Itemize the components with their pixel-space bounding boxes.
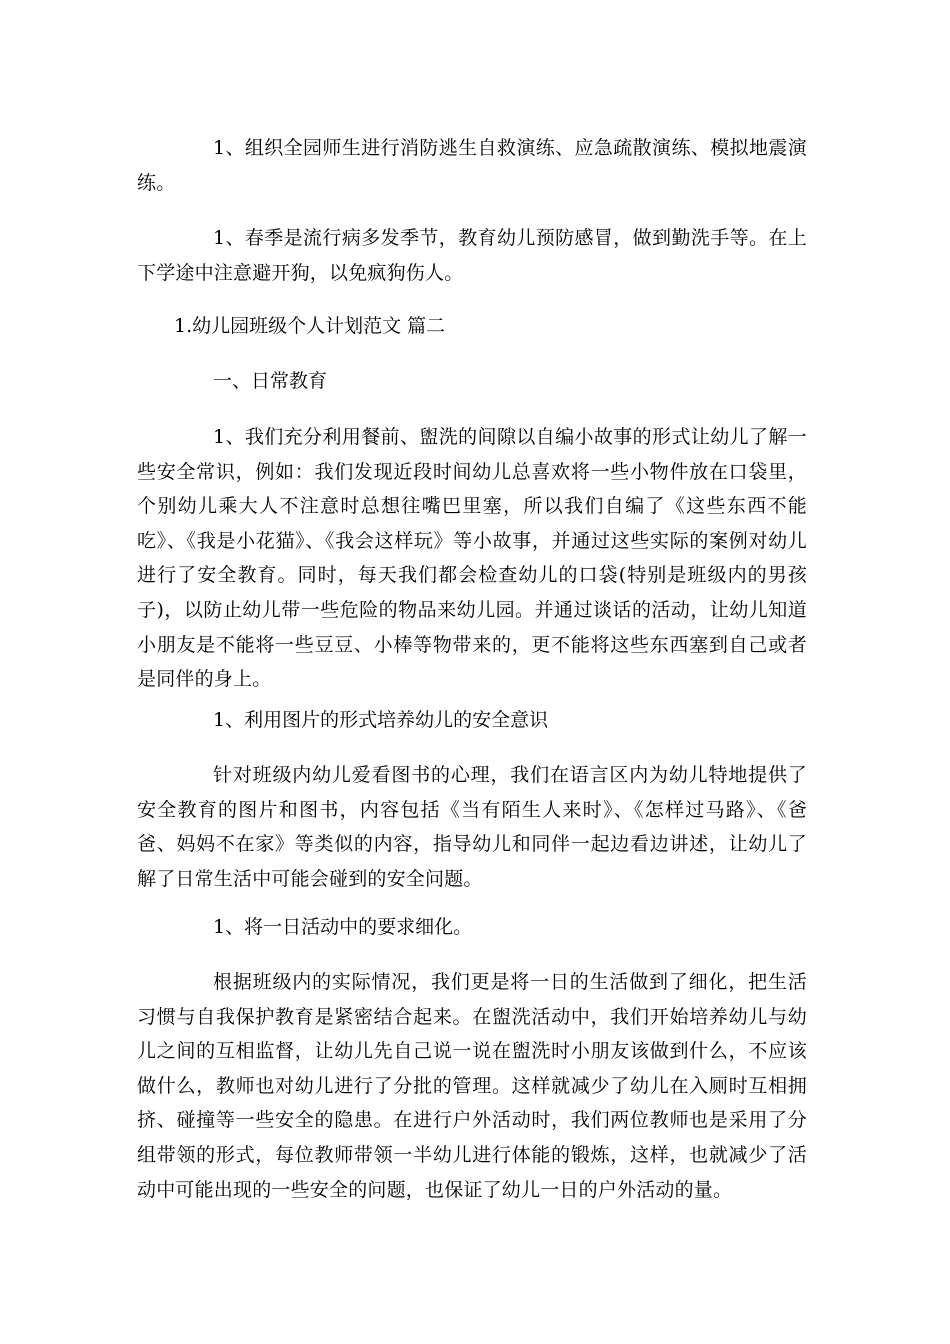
subsection-heading-pictures: 1、利用图片的形式培养幼儿的安全意识 <box>213 709 549 731</box>
paragraph-spring-health: 1、春季是流行病多发季节，教育幼儿预防感冒，做到勤洗手等。在上下学途中注意避开狗，以免疯狗伤人。 <box>137 227 807 284</box>
paragraph-picture-books: 针对班级内幼儿爱看图书的心理，我们在语言区内为幼儿特地提供了安全教育的图片和图书，内容包括《当有陌生人来时》、《怎样过马路》、《爸爸、妈妈不在家》等类似的内容，指导幼儿和同伴一起边看边讲述，让幼儿了解了日常生活中可能会碰到的安全问题。 <box>137 764 807 890</box>
paragraph-safety-stories: 1、我们充分利用餐前、盥洗的间隙以自编小故事的形式让幼儿了解一些安全常识，例如：我们发现近段时间幼儿总喜欢将一些小物件放在口袋里，个别幼儿乘大人不注意时总想往嘴巴里塞，所以我们自编了《这些东西不能吃》、《我是小花猫》、《我会这样玩》等小故事，并通过这些实际的案例对幼儿进行了安全教育。同时，每天我们都会检查幼儿的口袋(特别是班级内的男孩子)，以防止幼儿带一些危险的物品来幼儿园。并通过谈话的活动，让幼儿知道小朋友是不能将一些豆豆、小棒等物带来的，更不能将这些东西塞到自己或者是同伴的身上。 <box>137 426 807 691</box>
paragraph-fire-drill: 1、组织全园师生进行消防逃生自救演练、应急疏散演练、模拟地震演练。 <box>137 137 807 194</box>
subsection-heading-daily-activities: 1、将一日活动中的要求细化。 <box>213 916 473 938</box>
section-title: 1.幼儿园班级个人计划范文 篇二 <box>174 315 446 337</box>
paragraph-daily-routine: 根据班级内的实际情况，我们更是将一日的生活做到了细化，把生活习惯与自我保护教育是紧密结合起来。在盥洗活动中，我们开始培养幼儿与幼儿之间的互相监督，让幼儿先自己说一说在盥洗时小朋友该做到什么，不应该做什么，教师也对幼儿进行了分批的管理。这样就减少了幼儿在入厕时互相拥挤、碰撞等一些安全的隐患。在进行户外活动时，我们两位教师也是采用了分组带领的形式，每位教师带领一半幼儿进行体能的锻炼，这样，也就减少了活动中可能出现的一些安全的问题，也保证了幼儿一日的户外活动的量。 <box>137 971 807 1201</box>
subsection-heading-daily-education: 一、日常教育 <box>213 370 328 392</box>
